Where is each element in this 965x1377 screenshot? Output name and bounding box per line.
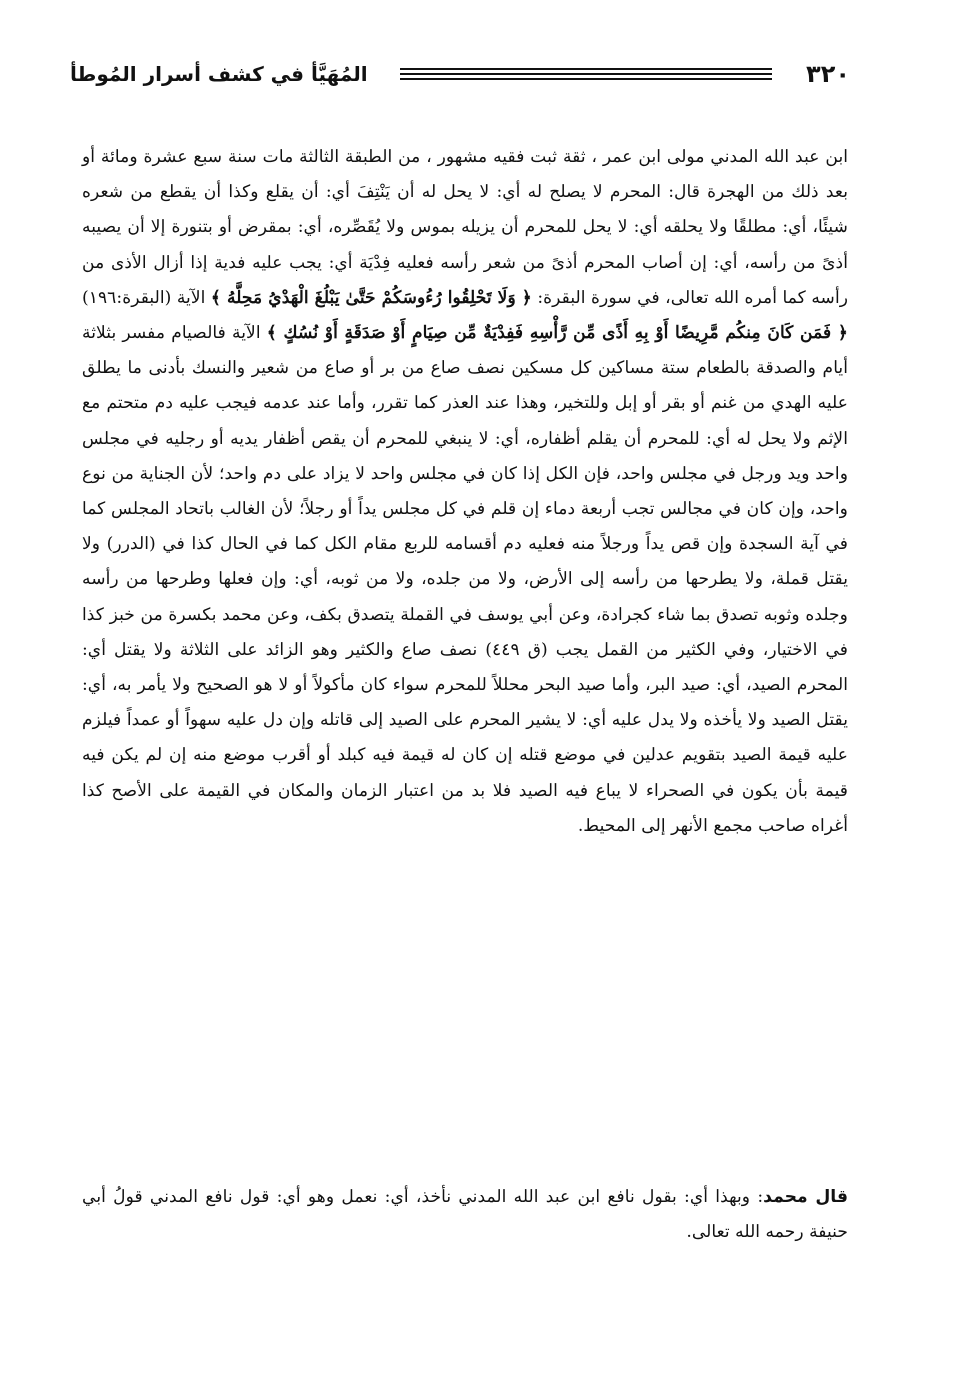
speaker-label: قال محمد — [763, 1187, 848, 1207]
manuscript-folio-reference: (ق ٤٤٩) — [485, 639, 548, 660]
header-rule — [400, 68, 772, 82]
paragraph-text: نصف صاع والكثير وهو الزائد على الثلاثة ولا يقتل أي: المحرم الصيد، أي: صيد البر، وأما صيد البحر محللاً للمحرم سواء كان مأكولاً أو لا هو الصحيح ولا يأمر به، أي: يقتل الصيد ولا يأخذه ولا يدل عليه أي: لا يشير المحرم على الصيد إلى قاتله وإن دل عليه سهواً أو عمداً فيلزم عليه قيمة الصيد بتقويم عدلين في موضع قتله إن كان له قيمة فيه كبلد أو أقرب موضع منه إن لم يكن فيه قيمة بأن يكون في الصحراء لا يباع فيه الصيد فلا بد من اعتبار الزمان والمكان في القيمة على الأصح كذا أغراه صاحب مجمع الأنهر إلى المحيط. — [82, 639, 848, 836]
page-header — [70, 56, 850, 96]
verse-reference: (البقرة:١٩٦) — [82, 287, 172, 308]
paragraph-text: الآية — [176, 287, 206, 308]
paragraph-text: الآية فالصيام مفسر بثلاثة أيام والصدقة بالطعام ستة مساكين كل مسكين نصف صاع من بر أو صاع من شعير والنسك بأدنى ما يطلق عليه الهدي من غنم أو بقر أو إبل وللتخير، وهذا عند العذر كما تقرر، وأما عند عدمه فيجب عليه دم متحتم مع الإثم ولا يحل له أي: للمحرم أن يقلم أظفاره، أي: لا ينبغي للمحرم أن يقص أظفار يديه أو رجليه في مجلس واحد ويد ورجل في مجلس واحد، فإن الكل إذا كان في مجلس واحد لا يزاد على دم واحد؛ لأن الجناية من نوع واحد، وإن كان في مجالس تجب أربعة دماء إن قلم في كل مجلس يداً أو رجلاً؛ لأن الغالب باتحاد المجلس كما في آية السجدة وإن قص يداً ورجلاً منه فعليه دم أقسامه للربع مقام الكل كما في الحال كذا في (الدرر) ولا يقتل قملة، ولا يطرحها من رأسه إلى الأرض، ولا من جلده، ولا من ثوبه، أي: وإن فعلها وطرحها من رأسه وجلده وثوبه تصدق بما شاء كجرادة، وعن أبي يوسف في القملة يتصدق بكف، وعن محمد بكسرة من خبز كذا في الاختيار، وفي الكثير من القمل يجب — [82, 323, 848, 660]
quran-verse: ﴿ وَلَا تَحْلِقُوا رُءُوسَكُمْ حَتَّىٰ يَبْلُغَ الْهَدْيُ مَحِلَّهُ ﴾ — [210, 287, 532, 308]
paragraph-text: ابن عبد الله المدني مولى ابن عمر ، ثقة ثبت فقيه مشهور ، من الطبقة الثالثة مات سنة سبع عشرة ومائة أو بعد ذلك من الهجرة قال: المحرم لا يصلح له أي: لا يحل له أن يَنْتِفَ أي: أن يقلع وكذا أن يقطع من شعره شيئًا، أي: مطلقًا ولا يحلقه أي: لا يحل للمحرم أن يزيله بموس ولا يُقَصِّره، أي: بمقرض أو بتنورة إلا أن يصيبه أذىً من رأسه، أي: إن أصاب المحرم أذىً من شعر رأسه فعليه فِدْيَة أي: يجب عليه فدية إذا أزال الأذى من رأسه كما أمره الله تعالى، في سورة البقرة: — [82, 147, 849, 308]
closing-text: : وبهذا أي: بقول نافع ابن عبد الله المدني نأخذ، أي: نعمل وهو أي: قول نافع المدني قولُ أبي حنيفة رحمه الله تعالى. — [82, 1187, 848, 1243]
book-title: المُهَيَّأ في كشف أسرار المُوطأ — [70, 62, 368, 86]
quran-verse: ﴿ فَمَن كَانَ مِنكُم مَّرِيضًا أَوْ بِهِ أَذًى مِّن رَّأْسِهِ فَفِدْيَةٌ مِّن صِيَامٍ أَوْ صَدَقَةٍ أَوْ نُسُكٍ ﴾ — [266, 323, 848, 344]
page-number: ٣٢٠ — [806, 60, 850, 88]
closing-paragraph — [82, 1180, 848, 1250]
main-paragraph — [82, 140, 848, 844]
